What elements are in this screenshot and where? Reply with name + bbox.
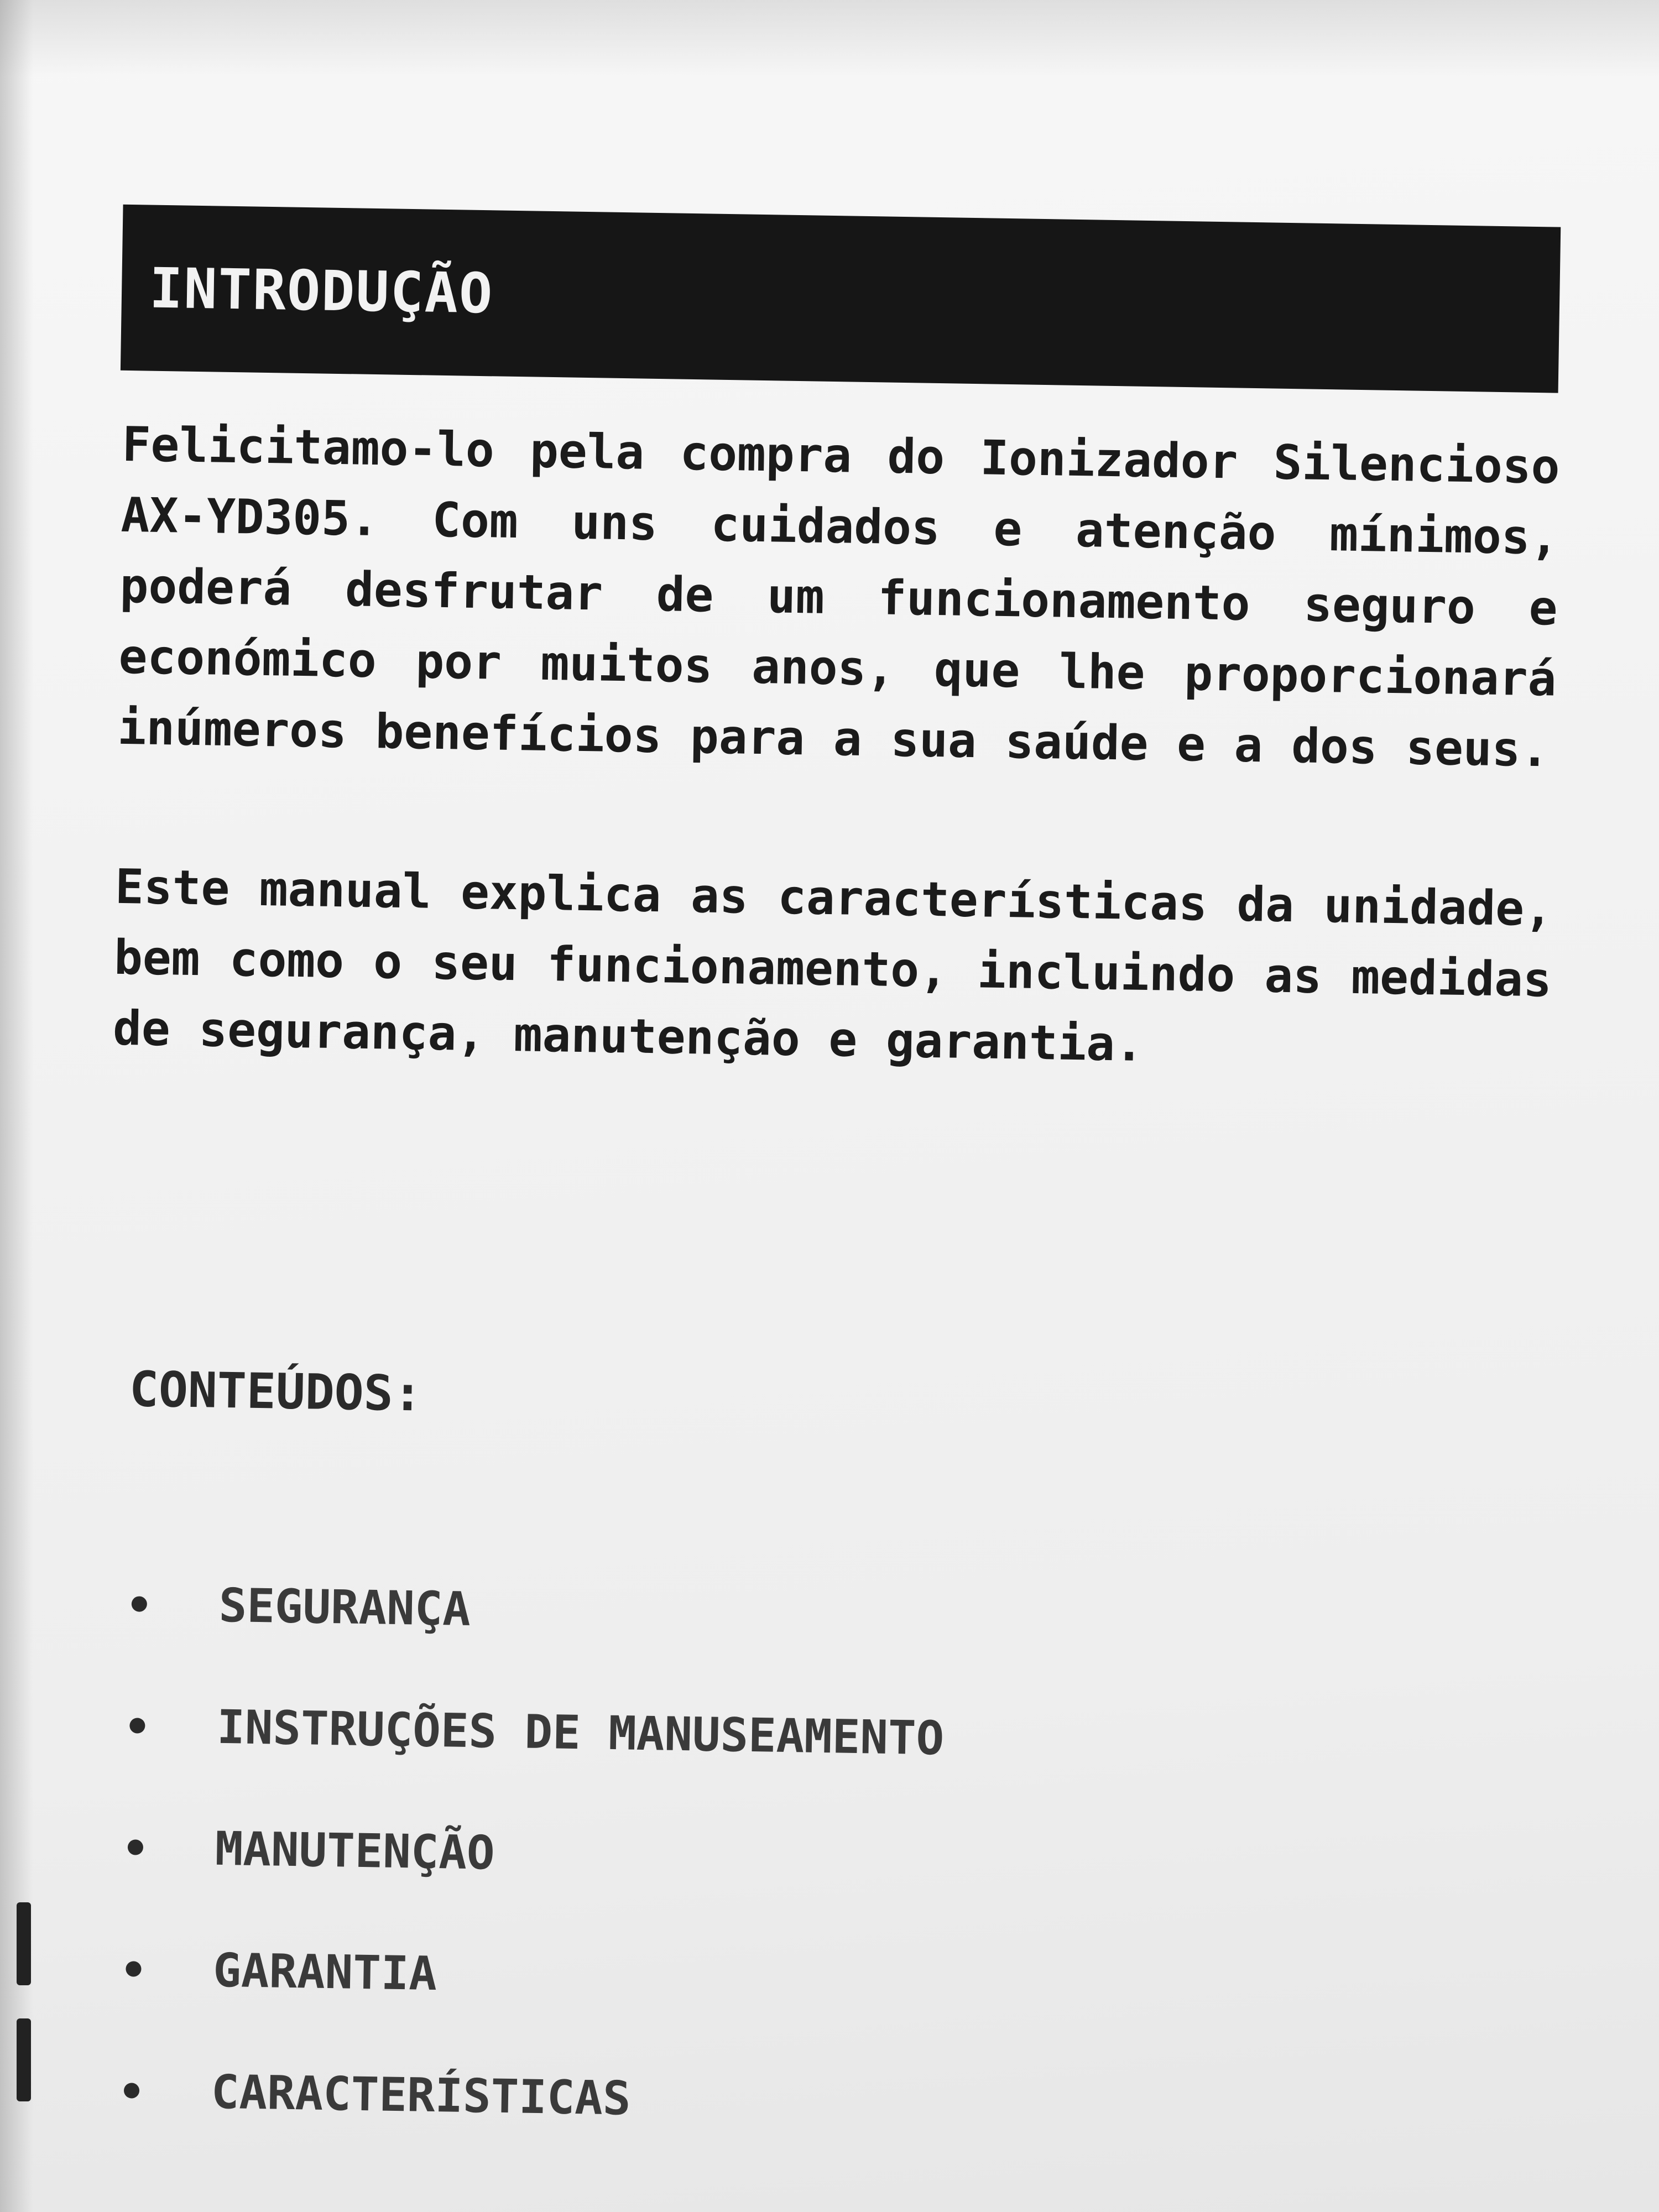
list-item: [127, 1786, 943, 1921]
list-item-label: CARACTERÍSTICAS: [211, 2064, 632, 2126]
bullet-icon: [124, 2083, 139, 2098]
bullet-icon: [132, 1596, 147, 1611]
contents-heading: CONTEÚDOS:: [129, 1360, 423, 1422]
intro-paragraph-1: Felicitamo-lo pela compra do Ionizador Silencioso AX-YD305. Com uns cuidados e atenção mínimos, poderá desfrutar de um funcionamento seguro e económico por muitos anos, que lhe proporcionará inúmeros benefícios para a sua saúde e a dos seus.: [117, 416, 1561, 778]
bullet-icon: [128, 1839, 143, 1855]
section-title: INTRODUÇÃO: [149, 255, 494, 326]
contents-list: [123, 1543, 947, 2164]
list-item-label: MANUTENÇÃO: [215, 1821, 495, 1880]
list-item-label: INSTRUÇÕES DE MANUSEAMENTO: [216, 1699, 945, 1766]
list-item: [131, 1543, 947, 1677]
list-item-label: SEGURANÇA: [218, 1578, 471, 1636]
intro-paragraph-2: Este manual explica as características da unidade, bem como o seu funcionamento, incluindo as medidas de segurança, manutenção e garantia.: [112, 859, 1553, 1072]
list-item: [129, 1665, 945, 1799]
section-header-bar: [121, 205, 1561, 393]
list-item: [125, 1908, 941, 2042]
bullet-icon: [129, 1718, 145, 1733]
list-item: [123, 2030, 939, 2164]
bullet-icon: [126, 1961, 141, 1976]
list-item-label: GARANTIA: [212, 1943, 437, 2001]
